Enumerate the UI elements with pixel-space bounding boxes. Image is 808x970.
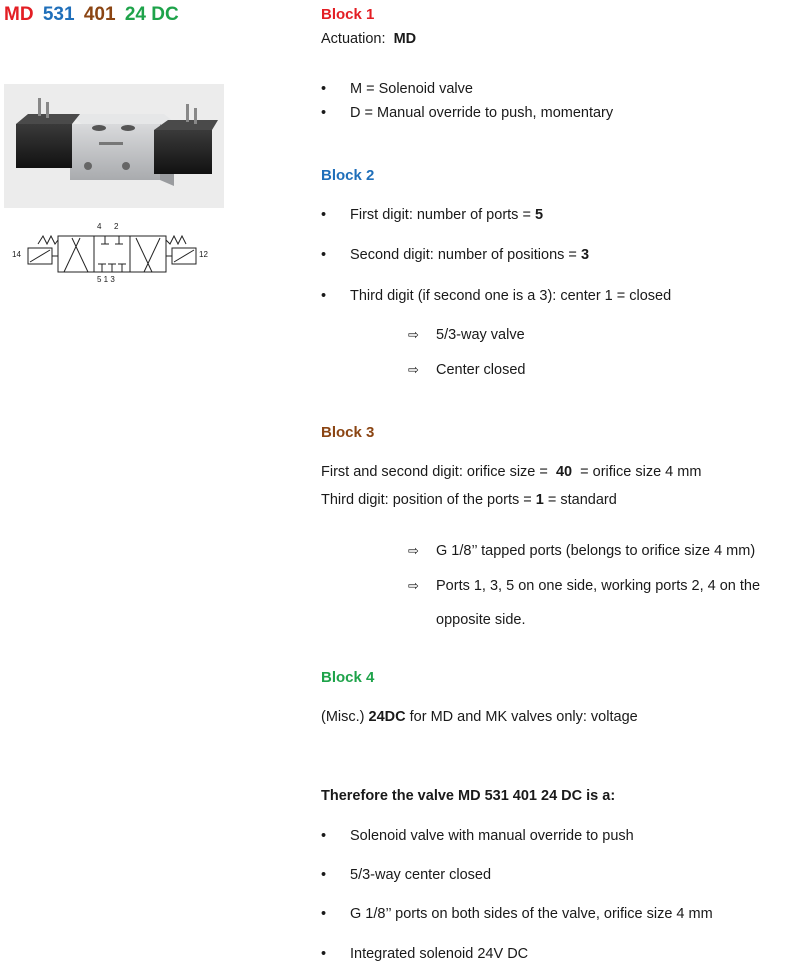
bullet-text: Solenoid valve with manual override to push	[350, 828, 634, 844]
block3-line-orifice	[321, 464, 701, 480]
code-part-orifice: 401	[83, 4, 116, 25]
bullet-icon: •	[321, 946, 327, 962]
valve-photo	[4, 84, 224, 208]
line-value: 1	[535, 492, 544, 508]
port-label-bottom: 5 1 3	[97, 275, 115, 284]
block1-title: Block 1	[321, 6, 375, 23]
bullet-text: M = Solenoid valve	[350, 81, 473, 97]
arrow-text: Center closed	[436, 362, 526, 378]
actuation-value: MD	[393, 31, 417, 47]
block3-title: Block 3	[321, 424, 375, 441]
block3-arrow-continuation: opposite side.	[436, 612, 526, 628]
summary-bullet	[321, 867, 491, 883]
code-part-ports: 531	[42, 4, 75, 25]
line-text: Third digit: position of the ports =	[321, 492, 536, 508]
valve-schematic-symbol	[8, 222, 218, 290]
block1-bullet	[321, 105, 613, 121]
line-text: = standard	[543, 492, 617, 508]
line-text: = orifice size 4 mm	[576, 464, 702, 480]
summary-bullet	[321, 828, 634, 844]
block3-arrow-item	[408, 578, 760, 594]
bullet-icon: •	[321, 247, 327, 263]
bullet-icon: •	[321, 207, 327, 223]
block2-arrow-item	[408, 327, 525, 343]
block4-misc	[321, 709, 638, 725]
line-value: 40	[555, 464, 573, 480]
bullet-text: Integrated solenoid 24V DC	[350, 946, 529, 962]
port-label-12: 12	[199, 250, 208, 259]
bullet-icon: •	[321, 906, 327, 922]
port-label-4: 4	[97, 222, 102, 231]
arrow-right-icon: ⇨	[408, 578, 419, 593]
line-text: for MD and MK valves only: voltage	[405, 709, 638, 725]
block2-bullet	[321, 207, 543, 223]
bullet-text: Second digit: number of positions =	[350, 247, 581, 263]
actuation-label: Actuation:	[321, 31, 386, 47]
arrow-right-icon: ⇨	[408, 543, 419, 558]
arrow-text: 5/3-way valve	[436, 327, 525, 343]
bullet-icon: •	[321, 81, 327, 97]
bullet-icon: •	[321, 828, 327, 844]
bullet-value: 5	[534, 207, 544, 223]
port-label-2: 2	[114, 222, 119, 231]
bullet-text: Third digit (if second one is a 3): center 1 = closed	[350, 288, 672, 304]
arrow-right-icon: ⇨	[408, 327, 419, 342]
bullet-icon: •	[321, 867, 327, 883]
bullet-icon: •	[321, 105, 327, 121]
bullet-icon: •	[321, 288, 327, 304]
arrow-right-icon: ⇨	[408, 362, 419, 377]
block1-bullet	[321, 81, 473, 97]
block3-line-ports	[321, 492, 617, 508]
block2-arrow-item	[408, 362, 525, 378]
block2-bullet	[321, 288, 671, 304]
line-text: First and second digit: orifice size =	[321, 464, 552, 480]
bullet-text: 5/3-way center closed	[350, 867, 492, 883]
code-part-actuation: MD	[4, 4, 34, 25]
block2-bullet	[321, 247, 589, 263]
bullet-text: G 1/8’’ ports on both sides of the valve, orifice size 4 mm	[350, 906, 713, 922]
summary-heading: Therefore the valve MD 531 401 24 DC is a:	[321, 788, 616, 804]
block4-title: Block 4	[321, 669, 375, 686]
code-part-voltage: 24 DC	[124, 4, 179, 25]
bullet-value: 3	[580, 247, 590, 263]
bullet-text: First digit: number of ports =	[350, 207, 535, 223]
arrow-text: G 1/8’’ tapped ports (belongs to orifice size 4 mm)	[436, 543, 756, 559]
bullet-text: D = Manual override to push, momentary	[350, 105, 614, 121]
valve-code-title	[4, 4, 183, 26]
summary-bullet	[321, 906, 713, 922]
arrow-text: Ports 1, 3, 5 on one side, working ports 2, 4 on the	[436, 578, 761, 594]
block2-title: Block 2	[321, 167, 375, 184]
block3-arrow-item	[408, 543, 755, 559]
summary-bullet	[321, 946, 528, 962]
port-label-14: 14	[12, 250, 21, 259]
block1-actuation	[321, 31, 416, 47]
line-value: 24DC	[368, 709, 406, 725]
line-text: (Misc.)	[321, 709, 369, 725]
